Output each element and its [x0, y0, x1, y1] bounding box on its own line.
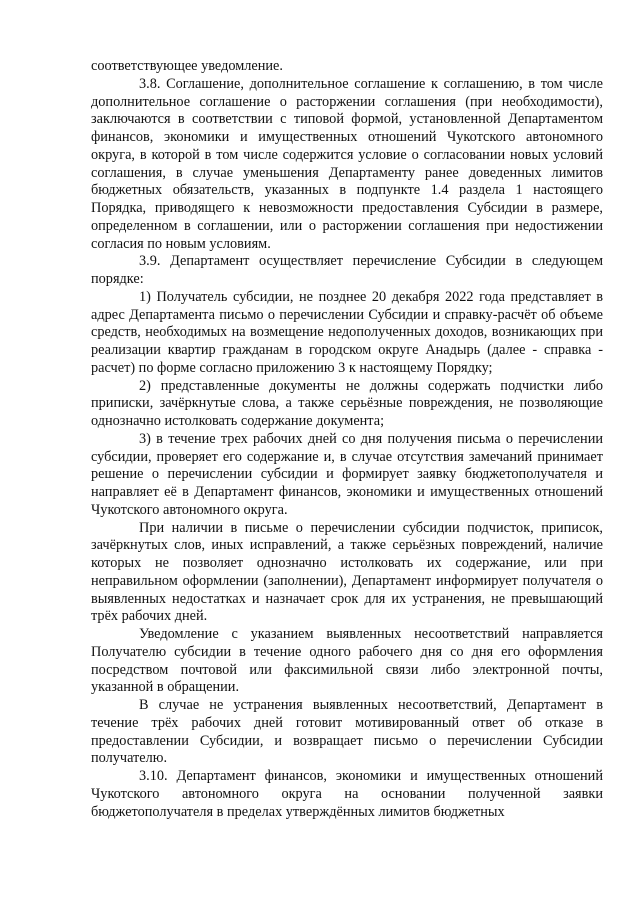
list-item-3: 3) в течение трех рабочих дней со дня получения письма о перечислении субсидии, проверяет его содержание и, в случае отсутствия замечаний принимает решение о перечислении субсидии и формирует заявку бюджетополучателя и направляет её в Департамент финансов, экономики и имущественных отношений Чукотского автономного округа. [91, 430, 603, 518]
paragraph-deficiencies: При наличии в письме о перечислении субсидии подчисток, приписок, зачёркнутых слов, иных исправлений, а также серьёзных повреждений, наличие которых не позволяет однозначно истолковать их содержание, или при неправильном оформлении (заполнении), Департамент информирует получателя о выявленных недостатках и назначает срок для их устранения, не превышающий трёх рабочих дней. [91, 519, 603, 625]
paragraph-refusal: В случае не устранения выявленных несоответствий, Департамент в течение трёх рабочих дней готовит мотивированный ответ об отказе в предоставлении Субсидии, и возвращает письмо о перечислении Субсидии получателю. [91, 697, 603, 767]
list-item-2: 2) представленные документы не должны содержать подчистки либо приписки, зачёркнутые слова, а также серьёзные повреждения, не позволяющие однозначно истолковать содержание документа; [91, 377, 603, 429]
document-page [91, 58, 603, 821]
paragraph-3-8: 3.8. Соглашение, дополнительное соглашение к соглашению, в том числе дополнительное соглашение о расторжении соглашения (при необходимости), заключаются в соответствии с типовой формой, установленной Департаментом финансов, экономики и имущественных отношений Чукотского автономного округа, в которой в том числе содержится условие о согласовании новых условий соглашения, в случае уменьшения Департаменту ранее доведенных лимитов бюджетных обязательств, указанных в подпункте 1.4 раздела 1 настоящего Порядка, приводящего к невозможности предоставления Субсидии в размере, определенном в соглашении, или о расторжении соглашения при недостижении согласия по новым условиям. [91, 75, 603, 252]
list-item-1: 1) Получатель субсидии, не позднее 20 декабря 2022 года представляет в адрес Департамента письмо о перечислении Субсидии и справку-расчёт об объеме средств, необходимых на возмещение недополученных доходов, возникающих при реализации квартир гражданам в городском округе Анадырь (далее - справка - расчет) по форме согласно приложению 3 к настоящему Порядку; [91, 288, 603, 376]
paragraph-continuation: соответствующее уведомление. [91, 58, 283, 74]
paragraph-notification: Уведомление с указанием выявленных несоответствий направляется Получателю субсидии в течение одного рабочего дня со дня его оформления посредством почтовой или факсимильной связи либо электронной почты, указанной в обращении. [91, 626, 603, 696]
paragraph-3-9: 3.9. Департамент осуществляет перечисление Субсидии в следующем порядке: [91, 253, 603, 287]
paragraph-3-10: 3.10. Департамент финансов, экономики и имущественных отношений Чукотского автономного округа на основании полученной заявки бюджетополучателя в пределах утверждённых лимитов бюджетных [91, 768, 603, 820]
